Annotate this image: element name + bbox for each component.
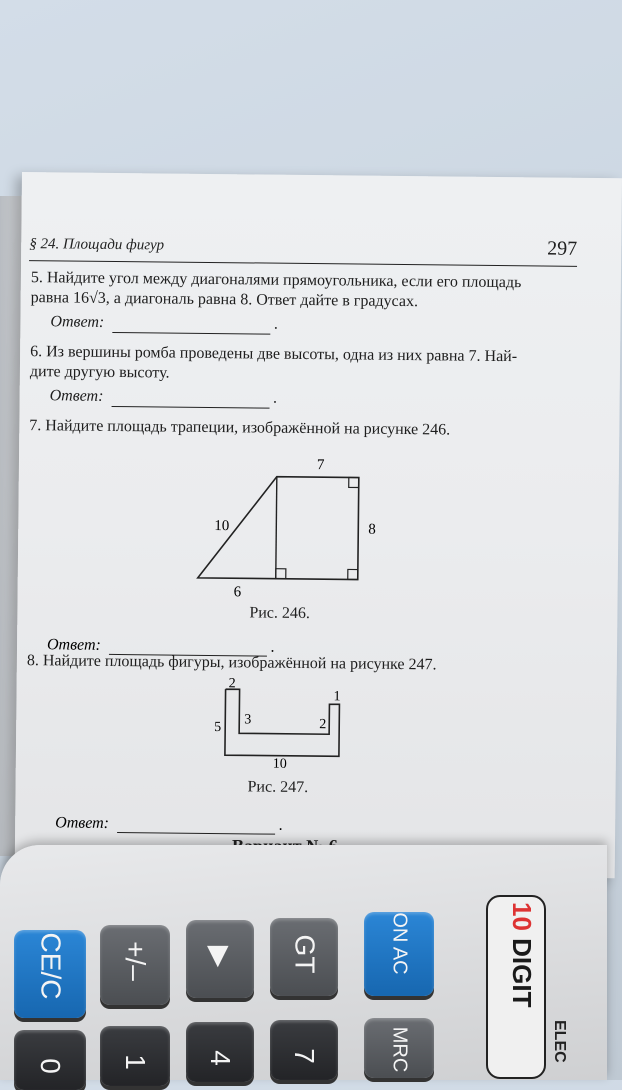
key-label: CE/C bbox=[35, 932, 66, 1000]
answer-label: Ответ: bbox=[46, 636, 101, 654]
key-label: 7 bbox=[288, 1048, 320, 1064]
answer-line-7: Ответ: . bbox=[46, 636, 275, 656]
label-left: 10 bbox=[214, 518, 230, 535]
key-label: ▶ bbox=[204, 945, 236, 968]
label-top-right: 1 bbox=[333, 689, 341, 705]
brand-digits: 10 bbox=[507, 902, 537, 931]
answer-line-6: Ответ: . bbox=[49, 387, 278, 407]
problem-number: 7. bbox=[29, 417, 42, 435]
label-bottom: 6 bbox=[233, 584, 242, 601]
label-top-left: 2 bbox=[228, 676, 236, 692]
label-inner-right: 2 bbox=[319, 717, 327, 733]
key-0[interactable] bbox=[14, 1030, 86, 1090]
brand-word: DIGIT bbox=[507, 938, 537, 1008]
problem-text: Из вершины ромба проведены две высоты, одна из них равна 7. Най- bbox=[46, 343, 518, 366]
right-angle-top bbox=[349, 477, 359, 487]
problem-text: Найдите площадь фигуры, изображённой на рисунке 247. bbox=[42, 652, 437, 674]
answer-line-8: Ответ: . bbox=[55, 814, 284, 834]
answer-blank[interactable] bbox=[117, 818, 275, 835]
problem-number: 5. bbox=[30, 269, 43, 287]
answer-blank[interactable] bbox=[111, 392, 269, 409]
problem-5 bbox=[31, 268, 591, 314]
answer-label: Ответ: bbox=[55, 814, 110, 832]
label-inner-left: 3 bbox=[244, 712, 252, 728]
key-on-ac[interactable] bbox=[364, 912, 434, 996]
height-line bbox=[276, 477, 277, 579]
key-7[interactable] bbox=[270, 1020, 338, 1080]
right-angle-bottom bbox=[348, 569, 358, 579]
page-header bbox=[29, 232, 577, 267]
key-label: +/– bbox=[119, 941, 151, 981]
key-ce-c[interactable] bbox=[14, 930, 86, 1018]
answer-line-5: Ответ: . bbox=[50, 313, 279, 333]
answer-label: Ответ: bbox=[49, 387, 104, 405]
answer-label: Ответ: bbox=[50, 313, 105, 331]
key-1[interactable] bbox=[100, 1026, 170, 1086]
key-gt[interactable] bbox=[270, 918, 338, 996]
key-mrc[interactable] bbox=[364, 1018, 434, 1078]
label-left: 5 bbox=[214, 720, 222, 736]
problem-number: 6. bbox=[30, 343, 43, 361]
figure-247 bbox=[211, 676, 362, 772]
calculator-brand-sub: ELEC bbox=[551, 1020, 568, 1063]
figure-246 bbox=[178, 440, 400, 601]
problem-text: Найдите угол между диагоналями прямоугольника, если его площадь bbox=[46, 269, 522, 292]
key-label: 0 bbox=[34, 1058, 66, 1074]
page-content bbox=[29, 268, 591, 444]
label-right: 8 bbox=[368, 521, 376, 538]
key-plus-minus[interactable] bbox=[100, 925, 170, 1005]
problem-6 bbox=[30, 342, 590, 388]
key-4[interactable] bbox=[186, 1022, 254, 1082]
key-label: GT bbox=[288, 934, 320, 974]
calculator-brand-text bbox=[506, 902, 537, 1008]
section-title: § 24. Площади фигур bbox=[29, 236, 165, 254]
book-page bbox=[15, 172, 622, 878]
label-top: 7 bbox=[316, 457, 325, 474]
caption-247: Рис. 247. bbox=[247, 778, 309, 797]
answer-blank[interactable] bbox=[112, 318, 270, 335]
problem-text: дите другую высоту. bbox=[29, 363, 170, 382]
key-label: ON AC bbox=[388, 912, 411, 975]
problem-7 bbox=[29, 416, 589, 442]
problem-text: Найдите площадь трапеции, изображённой на рисунке 246. bbox=[45, 417, 451, 439]
right-angle-height bbox=[276, 569, 286, 579]
problem-8 bbox=[27, 652, 437, 674]
label-bottom: 10 bbox=[272, 756, 287, 772]
caption-246: Рис. 246. bbox=[249, 604, 311, 623]
page-number: 297 bbox=[547, 237, 578, 260]
key-label: 1 bbox=[119, 1054, 151, 1070]
problem-number: 8. bbox=[26, 652, 39, 670]
key-arrow[interactable] bbox=[186, 920, 254, 998]
key-label: MRC bbox=[388, 1026, 411, 1073]
problem-text: равна 16√3, а диагональ равна 8. Ответ дайте в градусах. bbox=[30, 289, 419, 311]
key-label: 4 bbox=[204, 1050, 236, 1066]
